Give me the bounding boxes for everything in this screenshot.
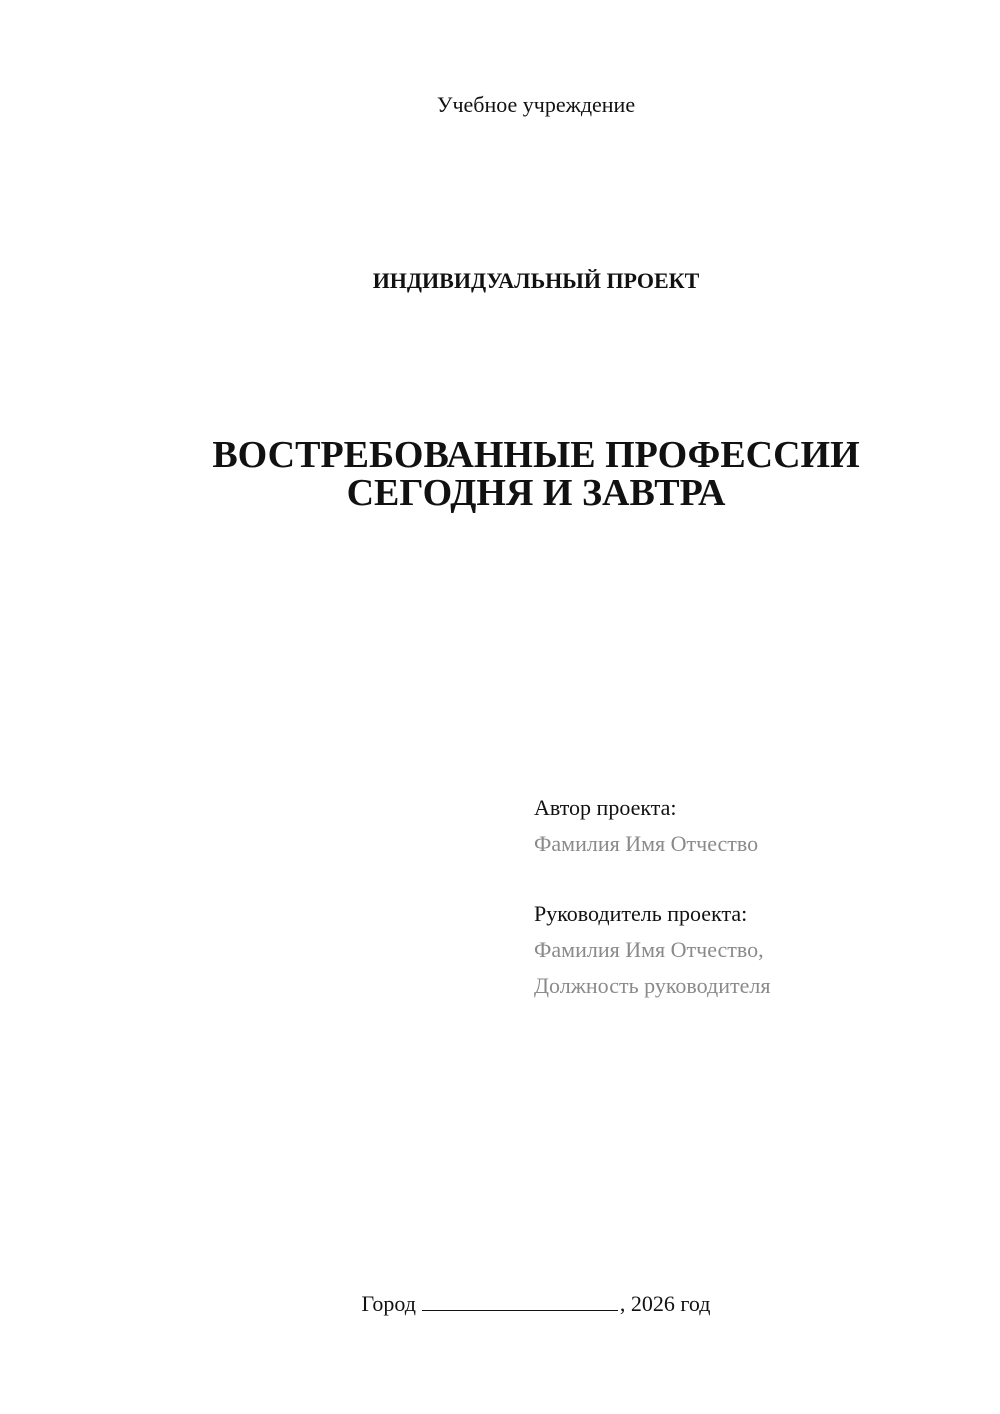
credits-spacer — [534, 862, 974, 896]
project-title-line-1: ВОСТРЕБОВАННЫЕ ПРОФЕССИИ — [212, 434, 860, 476]
city-blank-underline — [422, 1290, 618, 1311]
project-title-line-2: СЕГОДНЯ И ЗАВТРА — [346, 472, 726, 514]
project-title — [36, 436, 1000, 512]
author-label: Автор проекта: — [534, 795, 677, 820]
supervisor-position-placeholder: Должность руководителя — [534, 973, 771, 998]
supervisor-label: Руководитель проекта: — [534, 901, 748, 926]
city-label: Город — [361, 1291, 416, 1316]
project-credits — [534, 790, 974, 1004]
document-type-heading: ИНДИВИДУАЛЬНЫЙ ПРОЕКТ — [372, 268, 700, 293]
supervisor-name-placeholder: Фамилия Имя Отчество, — [534, 937, 764, 962]
author-name-placeholder: Фамилия Имя Отчество — [534, 831, 759, 856]
institution-name: Учебное учреждение — [436, 92, 636, 117]
city-year-line — [36, 1290, 1000, 1318]
year-text: , 2026 год — [619, 1291, 711, 1316]
